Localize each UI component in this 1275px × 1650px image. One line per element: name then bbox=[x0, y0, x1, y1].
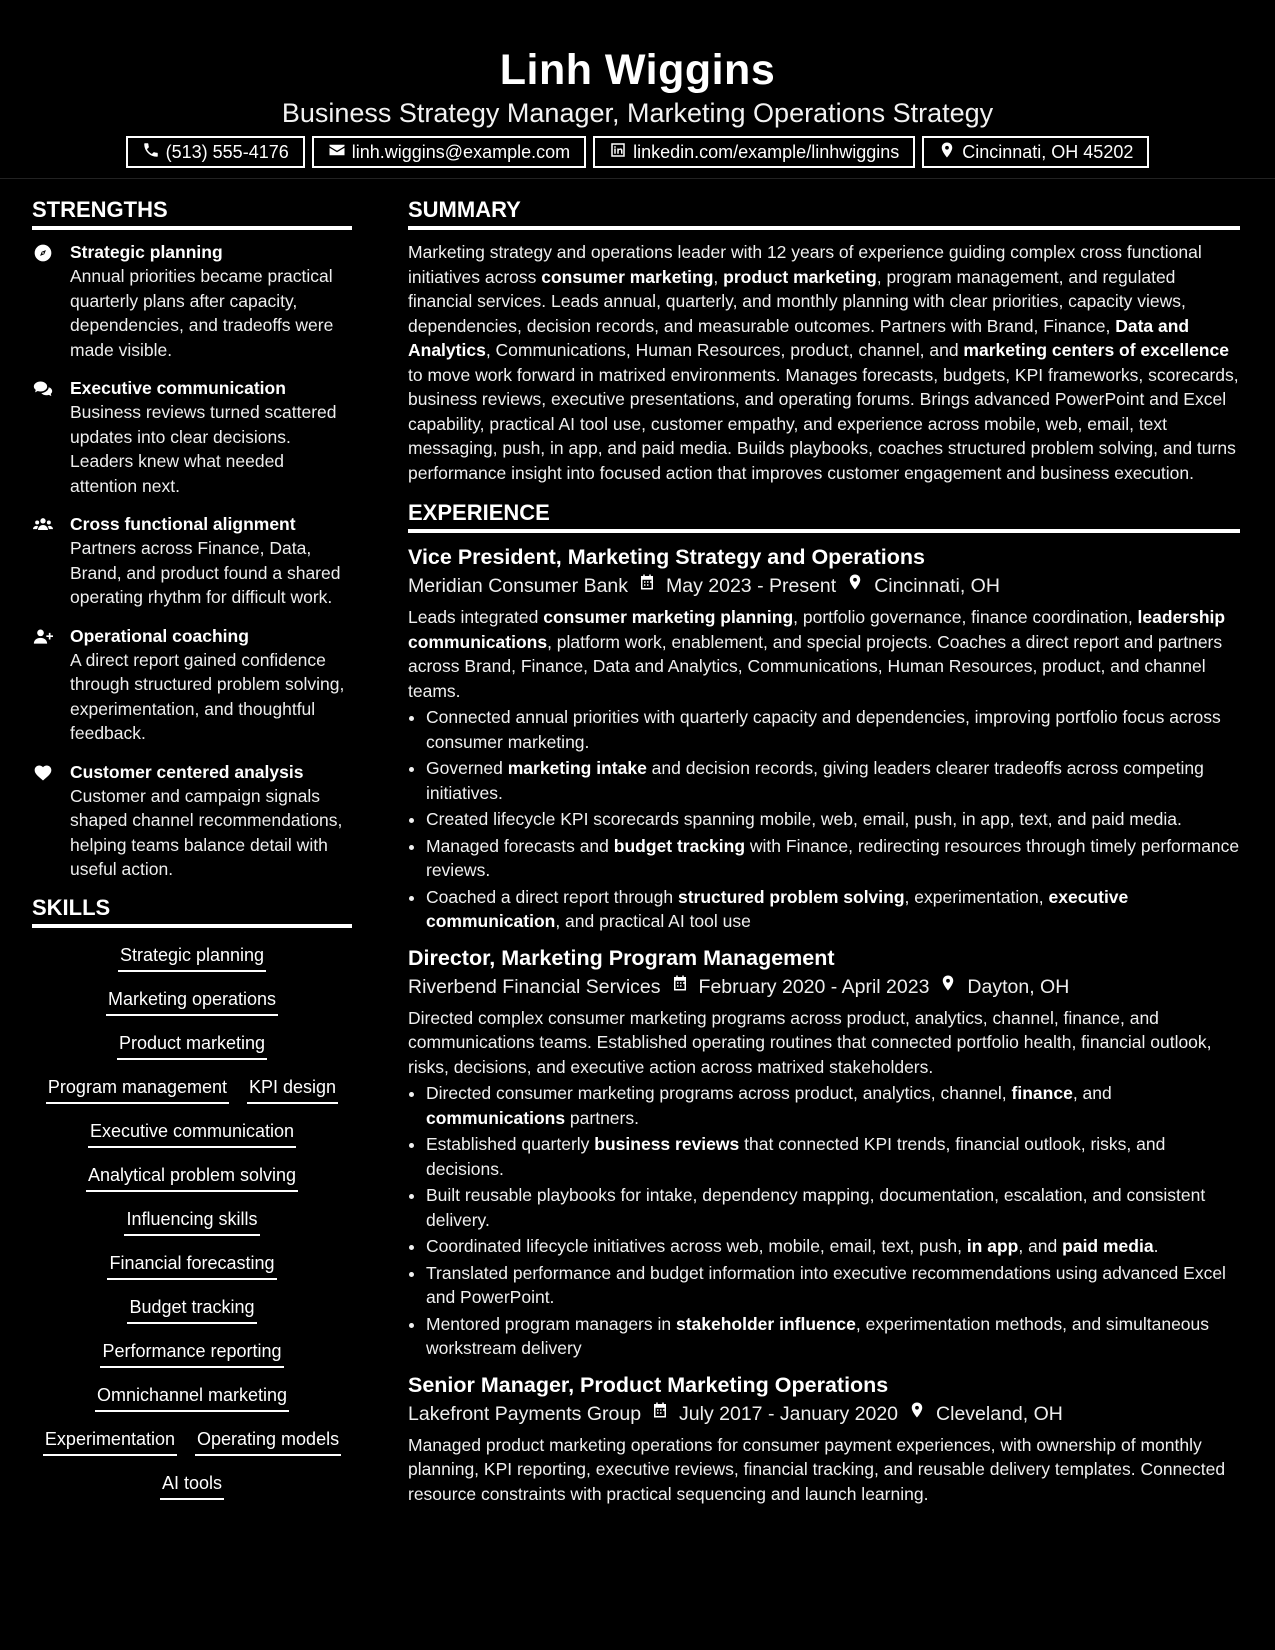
job-bullet bbox=[426, 834, 1240, 883]
skill-row bbox=[32, 942, 352, 972]
right-column bbox=[408, 198, 1240, 1516]
bold-keyword: structured problem solving bbox=[677, 886, 905, 907]
contact-linkedin[interactable] bbox=[593, 136, 915, 168]
bold-keyword: consumer marketing planning bbox=[543, 607, 794, 627]
skill-row bbox=[32, 1470, 352, 1500]
job-location: Dayton, OH bbox=[967, 975, 1070, 998]
users-icon bbox=[32, 512, 56, 610]
job-bullet bbox=[426, 1183, 1240, 1232]
skill-row bbox=[32, 1426, 352, 1456]
bold-keyword: marketing intake bbox=[507, 758, 647, 778]
skill-tag: AI tools bbox=[160, 1470, 224, 1500]
strength-title: Strategic planning bbox=[70, 242, 223, 262]
text-run: , portfolio governance, finance coordination, bbox=[793, 607, 1138, 627]
skills-title: SKILLS bbox=[32, 896, 352, 928]
strength-desc: Customer and campaign signals shaped channel recommendations, helping teams balance detail with useful action. bbox=[70, 785, 343, 879]
job-bullet bbox=[426, 705, 1240, 754]
job-title: Senior Manager, Product Marketing Operations bbox=[408, 1372, 889, 1397]
skill-tag: Experimentation bbox=[43, 1426, 177, 1456]
comments-icon bbox=[32, 376, 56, 498]
job-bullet bbox=[426, 1312, 1240, 1361]
strength-desc: Business reviews turned scattered updates into clear decisions. Leaders knew what needed attention next. bbox=[70, 402, 337, 496]
strength-title: Operational coaching bbox=[70, 625, 249, 646]
text-run: Marketing strategy and operations leader with 12 years of experience guiding complex cross functional initiatives across bbox=[408, 242, 1202, 287]
contact-location[interactable] bbox=[922, 136, 1149, 168]
job-bullet bbox=[426, 807, 1240, 832]
job-entry bbox=[408, 543, 1240, 934]
calendar-icon bbox=[671, 972, 689, 1002]
text-run: , bbox=[713, 266, 724, 287]
text-run: , experimentation methods, and simultaneous workstream delivery bbox=[426, 1313, 1210, 1358]
contact-bar bbox=[0, 136, 1275, 168]
text-run: Managed product marketing operations for consumer payment experiences, with ownership of monthly planning, KPI reporting, executive reviews, financial tracking, and reusable delivery templates. Connected resource constraints with practical sequencing and launch learning. bbox=[408, 1434, 1226, 1504]
bold-keyword: business reviews bbox=[594, 1134, 740, 1154]
skill-row bbox=[32, 1294, 352, 1324]
skill-tag: Marketing operations bbox=[106, 986, 278, 1016]
bold-keyword: in app bbox=[966, 1236, 1019, 1256]
job-bullet bbox=[426, 1261, 1240, 1310]
job-title: Vice President, Marketing Strategy and Operations bbox=[408, 545, 925, 569]
calendar-icon bbox=[651, 1399, 669, 1429]
compass-icon bbox=[32, 240, 56, 362]
experience-list bbox=[408, 543, 1240, 1506]
strength-item bbox=[32, 760, 352, 882]
bold-keyword: stakeholder influence bbox=[675, 1313, 856, 1334]
strengths-list bbox=[32, 240, 352, 882]
bold-keyword: communications bbox=[426, 1107, 566, 1128]
summary-text bbox=[408, 240, 1240, 485]
text-run: Created lifecycle KPI scorecards spanning mobile, web, email, push, in app, text, and paid media. bbox=[426, 809, 1182, 829]
text-run: and decision records, giving leaders clearer tradeoffs across competing initiatives. bbox=[426, 758, 1204, 803]
text-run: Leads integrated bbox=[408, 607, 544, 627]
skill-tag: Analytical problem solving bbox=[86, 1162, 298, 1192]
skill-tag: Omnichannel marketing bbox=[95, 1382, 289, 1412]
text-run: , platform work, enablement, and special projects. Coaches a direct report and partners across Brand, Finance, Data and Analytics, Communications, Human Resources, product, and channel teams. bbox=[408, 631, 1223, 701]
job-location: Cincinnati, OH bbox=[874, 575, 1000, 597]
job-description bbox=[408, 1433, 1240, 1507]
strength-item bbox=[32, 512, 352, 610]
text-run: Connected annual priorities with quarterly capacity and dependencies, improving portfolio focus across consumer marketing. bbox=[426, 707, 1221, 752]
skill-tag: Financial forecasting bbox=[107, 1250, 276, 1280]
text-run: Governed bbox=[426, 758, 508, 778]
skill-tag: Executive communication bbox=[88, 1118, 296, 1148]
skills-list bbox=[32, 938, 352, 1500]
map-pin-icon bbox=[938, 141, 956, 164]
map-pin-icon bbox=[908, 1399, 926, 1429]
bold-keyword: budget tracking bbox=[613, 835, 746, 856]
text-run: with Finance, redirecting resources through timely performance reviews. bbox=[426, 835, 1240, 880]
job-bullet bbox=[426, 756, 1240, 805]
skill-row bbox=[32, 1118, 352, 1148]
skill-row bbox=[32, 1382, 352, 1412]
text-run: to move work forward in matrixed environments. Manages forecasts, budgets, KPI frameworks, scorecards, business reviews, executive presentations, and operating forums. Brings advanced PowerPoint and Excel capability, practical AI tool use, customer empathy, and experience across mobile, web, email, text messaging, push, in app, and paid media. Builds playbooks, coaches structured problem solving, and turns performance insight into focused action that improves customer engagement and business execution. bbox=[408, 364, 1239, 483]
job-meta bbox=[408, 1399, 1240, 1429]
text-run: partners. bbox=[565, 1107, 639, 1128]
strength-title: Cross functional alignment bbox=[70, 514, 296, 534]
text-run: Built reusable playbooks for intake, dependency mapping, documentation, escalation, and consistent delivery. bbox=[426, 1185, 1206, 1230]
contact-phone[interactable] bbox=[126, 136, 305, 168]
left-column bbox=[32, 198, 352, 1500]
skill-tag: KPI design bbox=[247, 1074, 338, 1104]
strength-title: Customer centered analysis bbox=[70, 761, 304, 782]
strength-title: Executive communication bbox=[70, 378, 286, 398]
strength-item bbox=[32, 240, 352, 362]
map-pin-icon bbox=[939, 972, 957, 1002]
skill-row bbox=[32, 986, 352, 1016]
job-company: Riverbend Financial Services bbox=[408, 975, 661, 998]
strength-desc: A direct report gained confidence through structured problem solving, experimentation, and thoughtful feedback. bbox=[70, 649, 345, 743]
strength-desc: Annual priorities became practical quarterly plans after capacity, dependencies, and tradeoffs were made visible. bbox=[70, 266, 334, 360]
candidate-headline: Business Strategy Manager, Marketing Operations Strategy bbox=[281, 98, 994, 128]
job-description bbox=[408, 1006, 1240, 1080]
job-dates: February 2020 - April 2023 bbox=[698, 975, 930, 998]
text-run: Managed forecasts and bbox=[426, 835, 614, 856]
contact-location-text: Cincinnati, OH 45202 bbox=[962, 141, 1134, 162]
job-dates: July 2017 - January 2020 bbox=[679, 1402, 899, 1425]
contact-email-text: linh.wiggins@example.com bbox=[351, 141, 571, 162]
text-run: , experimentation, bbox=[904, 886, 1049, 907]
skill-tag: Budget tracking bbox=[127, 1294, 256, 1324]
strengths-title: STRENGTHS bbox=[32, 198, 352, 230]
skill-tag: Operating models bbox=[195, 1426, 341, 1456]
job-bullet bbox=[426, 1081, 1240, 1130]
strength-item bbox=[32, 376, 352, 498]
job-description bbox=[408, 605, 1240, 703]
envelope-icon bbox=[328, 141, 346, 164]
text-run: , and bbox=[1018, 1236, 1063, 1256]
text-run: Directed complex consumer marketing programs across product, analytics, channel, finance, and communications teams. Established operating routines that connected portfolio health, financial outlook, risks, decisions, and executive action across matrixed stakeholders. bbox=[408, 1007, 1212, 1077]
job-bullets bbox=[408, 705, 1240, 934]
experience-title: EXPERIENCE bbox=[408, 501, 1240, 533]
text-run: Coordinated lifecycle initiatives across web, mobile, email, text, push, bbox=[426, 1236, 967, 1256]
bold-keyword: leadership communications bbox=[408, 607, 1226, 652]
skill-tag: Influencing skills bbox=[124, 1206, 259, 1236]
contact-linkedin-text: linkedin.com/example/linhwiggins bbox=[633, 141, 900, 162]
job-meta bbox=[408, 571, 1240, 601]
bold-keyword: finance bbox=[1011, 1083, 1073, 1103]
bold-keyword: marketing centers of excellence bbox=[963, 340, 1229, 360]
bold-keyword: Data and Analytics bbox=[408, 315, 1190, 360]
skill-tag: Program management bbox=[46, 1074, 229, 1104]
calendar-icon bbox=[638, 571, 656, 601]
job-dates: May 2023 - Present bbox=[666, 575, 837, 597]
skill-row bbox=[32, 1338, 352, 1368]
contact-email[interactable] bbox=[312, 136, 586, 168]
skill-row bbox=[32, 1250, 352, 1280]
job-bullet bbox=[426, 885, 1240, 934]
job-entry bbox=[408, 1371, 1240, 1507]
linkedin-icon bbox=[609, 141, 627, 164]
text-run: Mentored program managers in bbox=[426, 1313, 676, 1334]
skill-tag: Performance reporting bbox=[100, 1338, 283, 1368]
text-run: Translated performance and budget information into executive recommendations using advanced Excel and PowerPoint. bbox=[426, 1262, 1226, 1307]
skill-row bbox=[32, 1030, 352, 1060]
job-bullet bbox=[426, 1234, 1240, 1259]
text-run: Coached a direct report through bbox=[426, 886, 678, 907]
bold-keyword: paid media bbox=[1062, 1236, 1154, 1256]
summary-title: SUMMARY bbox=[408, 198, 1240, 230]
job-title: Director, Marketing Program Management bbox=[408, 945, 835, 970]
job-entry bbox=[408, 944, 1240, 1361]
job-location: Cleveland, OH bbox=[936, 1402, 1063, 1425]
text-run: , and practical AI tool use bbox=[555, 911, 751, 931]
strength-desc: Partners across Finance, Data, Brand, and product found a shared operating rhythm for difficult work. bbox=[70, 538, 341, 607]
text-run: , and bbox=[1072, 1083, 1112, 1103]
text-run: that connected KPI trends, financial outlook, risks, and decisions. bbox=[426, 1134, 1166, 1179]
text-run: , Communications, Human Resources, product, channel, and bbox=[485, 340, 964, 360]
job-company: Lakefront Payments Group bbox=[408, 1402, 642, 1425]
resume-header bbox=[0, 0, 1275, 179]
text-run: Directed consumer marketing programs across product, analytics, channel, bbox=[426, 1083, 1012, 1103]
job-meta bbox=[408, 972, 1240, 1002]
heart-icon bbox=[32, 760, 56, 882]
job-bullet bbox=[426, 1132, 1240, 1181]
phone-icon bbox=[142, 141, 160, 164]
text-run: , program management, and regulated financial services. Leads annual, quarterly, and monthly planning with clear priorities, capacity views, dependencies, decision records, and measurable outcomes. Partners with Brand, Finance, bbox=[408, 266, 1186, 336]
skill-row bbox=[32, 1074, 352, 1104]
user-plus-icon bbox=[32, 624, 56, 746]
bold-keyword: product marketing bbox=[723, 266, 877, 287]
skill-tag: Strategic planning bbox=[118, 942, 266, 972]
candidate-name: Linh Wiggins bbox=[499, 46, 776, 94]
job-bullets bbox=[408, 1081, 1240, 1361]
strength-item bbox=[32, 624, 352, 746]
skill-tag: Product marketing bbox=[117, 1030, 267, 1060]
text-run: . bbox=[1153, 1236, 1159, 1256]
skill-row bbox=[32, 1162, 352, 1192]
skill-row bbox=[32, 1206, 352, 1236]
job-company: Meridian Consumer Bank bbox=[408, 575, 629, 597]
text-run: Established quarterly bbox=[426, 1134, 595, 1154]
map-pin-icon bbox=[846, 571, 864, 601]
bold-keyword: consumer marketing bbox=[541, 266, 714, 287]
contact-phone-text: (513) 555-4176 bbox=[165, 141, 289, 162]
bold-keyword: executive communication bbox=[426, 886, 1129, 931]
